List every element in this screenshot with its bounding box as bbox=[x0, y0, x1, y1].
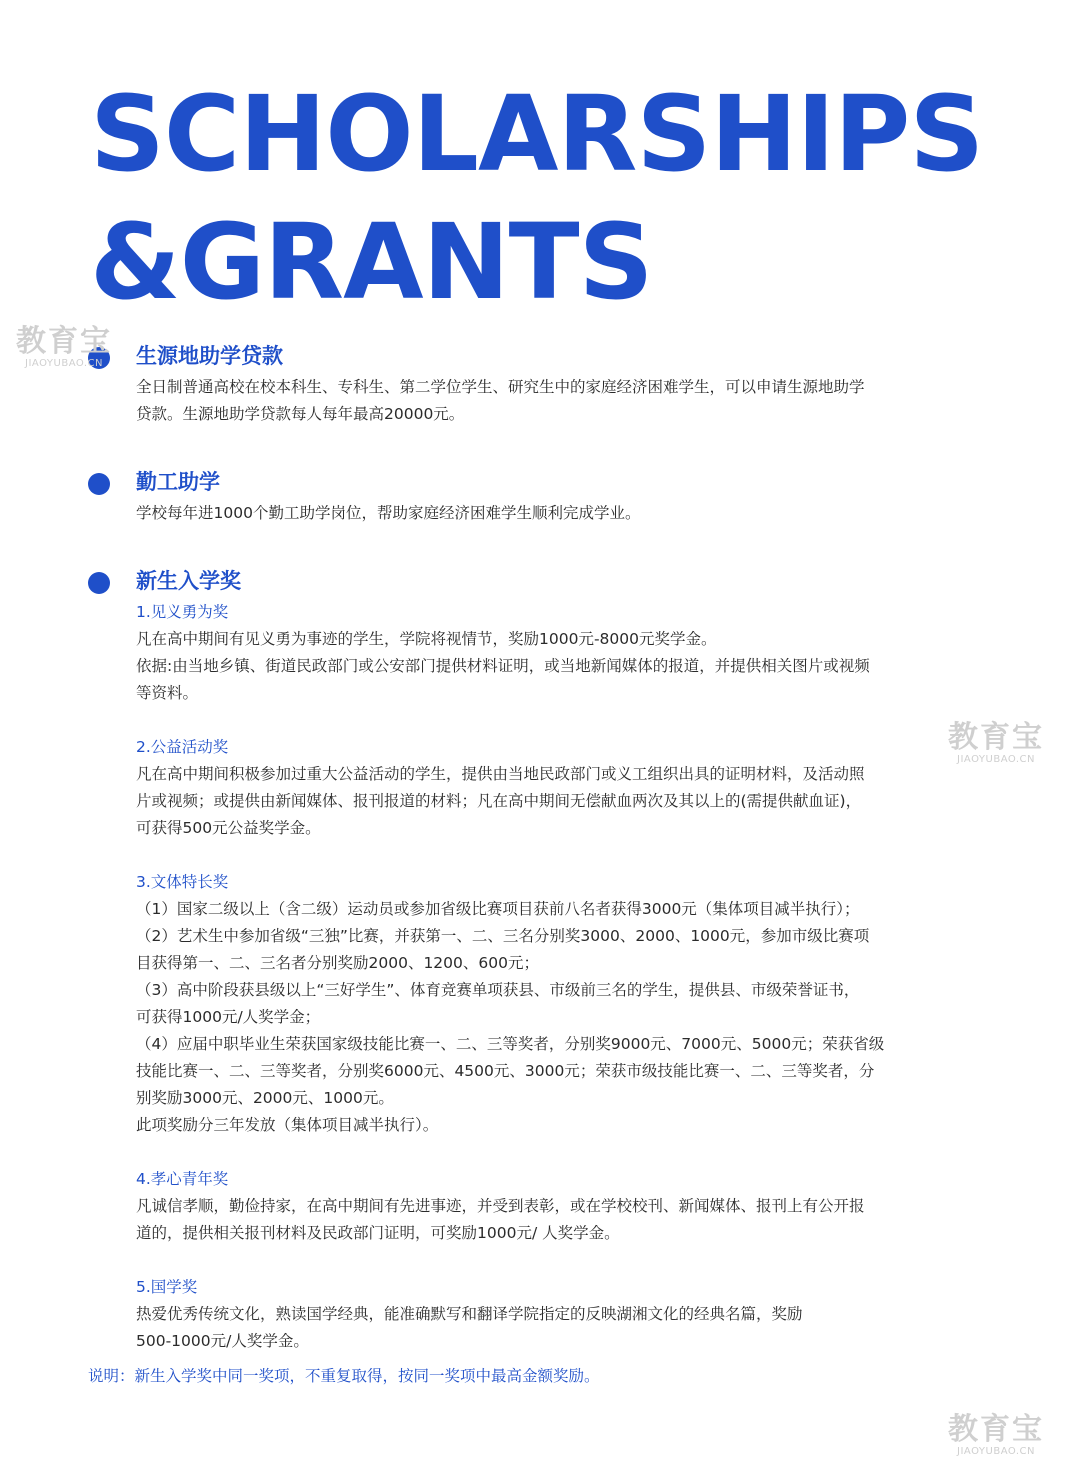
watermark-logo: 教育宝 JIAOYUBAO.CN bbox=[16, 324, 112, 369]
section-freshman-awards bbox=[88, 563, 1008, 1355]
watermark-logo: 教育宝 JIAOYUBAO.CN bbox=[948, 1412, 1044, 1457]
award-title: 2.公益活动奖 bbox=[136, 738, 229, 756]
bullet-dot-icon bbox=[88, 473, 110, 495]
hero-title-line1: SCHOLARSHIPS bbox=[90, 73, 984, 195]
section-title: 勤工助学 bbox=[136, 470, 220, 494]
bullet-dot-icon bbox=[88, 572, 110, 594]
section-title: 新生入学奖 bbox=[136, 569, 241, 593]
section-title: 生源地助学贷款 bbox=[136, 344, 283, 368]
award-courage bbox=[136, 599, 1008, 707]
award-text: 目获得第一、二、三名者分别奖励2000、1200、600元； bbox=[136, 954, 539, 972]
award-text: 凡在高中期间积极参加过重大公益活动的学生，提供由当地民政部门或义工组织出具的证明材料，及活动照 bbox=[136, 765, 865, 783]
award-text: 等资料。 bbox=[136, 684, 199, 702]
watermark-logo: 教育宝 JIAOYUBAO.CN bbox=[948, 720, 1044, 765]
section-text: 学校每年进1000个勤工助学岗位，帮助家庭经济困难学生顺利完成学业。 bbox=[136, 504, 641, 522]
award-text: （1）国家二级以上（含二级）运动员或参加省级比赛项目获前八名者获得3000元（集体项目减半执行）； bbox=[136, 900, 860, 918]
bullet-dot-icon bbox=[88, 347, 110, 369]
award-text: 技能比赛一、二、三等奖者，分别奖6000元、4500元、3000元；荣获市级技能比赛一、二、三等奖者，分 bbox=[136, 1062, 875, 1080]
award-text: （2）艺术生中参加省级“三独”比赛，并获第一、二、三名分别奖3000、2000、1000元，参加市级比赛项 bbox=[136, 927, 870, 945]
content bbox=[88, 338, 1008, 1390]
award-title: 1.见义勇为奖 bbox=[136, 603, 229, 621]
award-text: 500-1000元/人奖学金。 bbox=[136, 1332, 309, 1350]
award-text: 可获得500元公益奖学金。 bbox=[136, 819, 321, 837]
footnote: 说明：新生入学奖中同一奖项，不重复取得，按同一奖项中最高金额奖励。 bbox=[88, 1367, 600, 1385]
section-text: 贷款。生源地助学贷款每人每年最高20000元。 bbox=[136, 405, 465, 423]
section-student-loan bbox=[88, 338, 1008, 428]
section-text: 全日制普通高校在校本科生、专科生、第二学位学生、研究生中的家庭经济困难学生，可以申请生源地助学 bbox=[136, 378, 865, 396]
hero-title-line2: &GRANTS bbox=[90, 201, 653, 323]
award-talent bbox=[136, 869, 1008, 1139]
award-sinology bbox=[136, 1274, 1008, 1355]
award-text: （3）高中阶段获县级以上“三好学生”、体育竞赛单项获县、市级前三名的学生，提供县、市级荣誉证书， bbox=[136, 981, 860, 999]
award-text: 别奖励3000元、2000元、1000元。 bbox=[136, 1089, 394, 1107]
award-text: （4）应届中职毕业生荣获国家级技能比赛一、二、三等奖者，分别奖9000元、7000元、5000元；荣获省级 bbox=[136, 1035, 885, 1053]
award-title: 4.孝心青年奖 bbox=[136, 1170, 229, 1188]
hero-title bbox=[90, 70, 983, 326]
award-title: 5.国学奖 bbox=[136, 1278, 198, 1296]
award-public-welfare bbox=[136, 734, 1008, 842]
award-text: 此项奖励分三年发放（集体项目减半执行）。 bbox=[136, 1116, 439, 1134]
award-text: 热爱优秀传统文化，熟读国学经典，能准确默写和翻译学院指定的反映湖湘文化的经典名篇，奖励 bbox=[136, 1305, 803, 1323]
award-text: 道的，提供相关报刊材料及民政部门证明，可奖励1000元/ 人奖学金。 bbox=[136, 1224, 620, 1242]
award-title: 3.文体特长奖 bbox=[136, 873, 229, 891]
award-filial bbox=[136, 1166, 1008, 1247]
award-text: 凡在高中期间有见义勇为事迹的学生，学院将视情节，奖励1000元-8000元奖学金。 bbox=[136, 630, 717, 648]
award-text: 凡诚信孝顺，勤俭持家，在高中期间有先进事迹，并受到表彰，或在学校校刊、新闻媒体、报刊上有公开报 bbox=[136, 1197, 865, 1215]
section-work-study bbox=[88, 464, 1008, 527]
award-text: 片或视频；或提供由新闻媒体、报刊报道的材料；凡在高中期间无偿献血两次及其以上的(需提供献血证)， bbox=[136, 792, 862, 810]
award-text: 可获得1000元/人奖学金； bbox=[136, 1008, 321, 1026]
award-text: 依据:由当地乡镇、街道民政部门或公安部门提供材料证明，或当地新闻媒体的报道，并提供相关图片或视频 bbox=[136, 657, 870, 675]
